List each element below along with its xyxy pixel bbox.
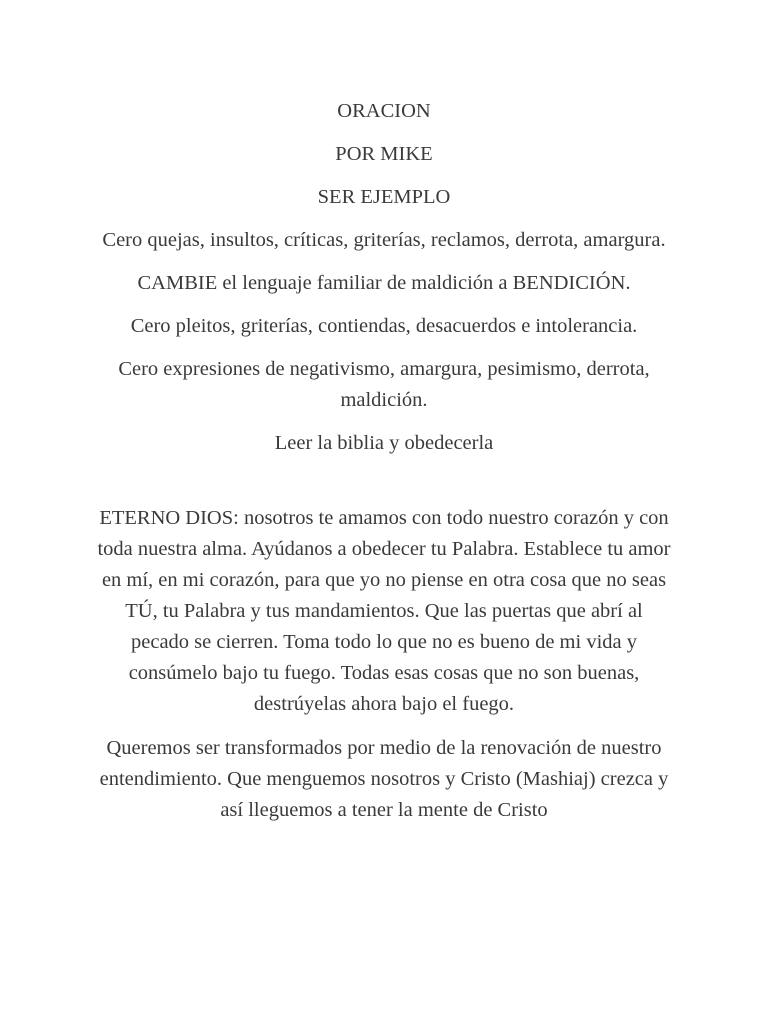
prayer-paragraph-2: Queremos ser transformados por medio de la renovación de nuestro entendimiento. Que menguemos nosotros y Cristo (Mashiaj) crezca y así lleguemos a tener la mente de Cristo [99, 737, 669, 821]
point-3: Cero pleitos, griterías, contiendas, desacuerdos e intolerancia. [130, 315, 638, 337]
point-1: Cero quejas, insultos, críticas, griterías, reclamos, derrota, amargura. [102, 229, 666, 251]
prayer-paragraph-1: ETERNO DIOS: nosotros te amamos con todo nuestro corazón y con toda nuestra alma. Ayúdanos a obedecer tu Palabra. Establece tu amor en mí, en mi corazón, para que yo no piense en otra cosa que no seas TÚ, tu Palabra y tus mandamientos. Que las puertas que abrí al pecado se cierren. Toma todo lo que no es bueno de mi vida y consúmelo bajo tu fuego. Todas esas cosas que no son buenas, destrúyelas ahora bajo el fuego. [97, 507, 671, 715]
point-2: CAMBIE el lenguaje familiar de maldición a BENDICIÓN. [137, 272, 631, 294]
document-page [96, 96, 672, 839]
document-title: ORACION [337, 100, 431, 122]
point-5: Leer la biblia y obedecerla [274, 432, 494, 454]
document-subtitle: SER EJEMPLO [317, 186, 451, 208]
document-author: POR MIKE [335, 143, 433, 165]
section-spacer [96, 471, 672, 503]
point-4: Cero expresiones de negativismo, amargura, pesimismo, derrota, maldición. [118, 358, 650, 411]
